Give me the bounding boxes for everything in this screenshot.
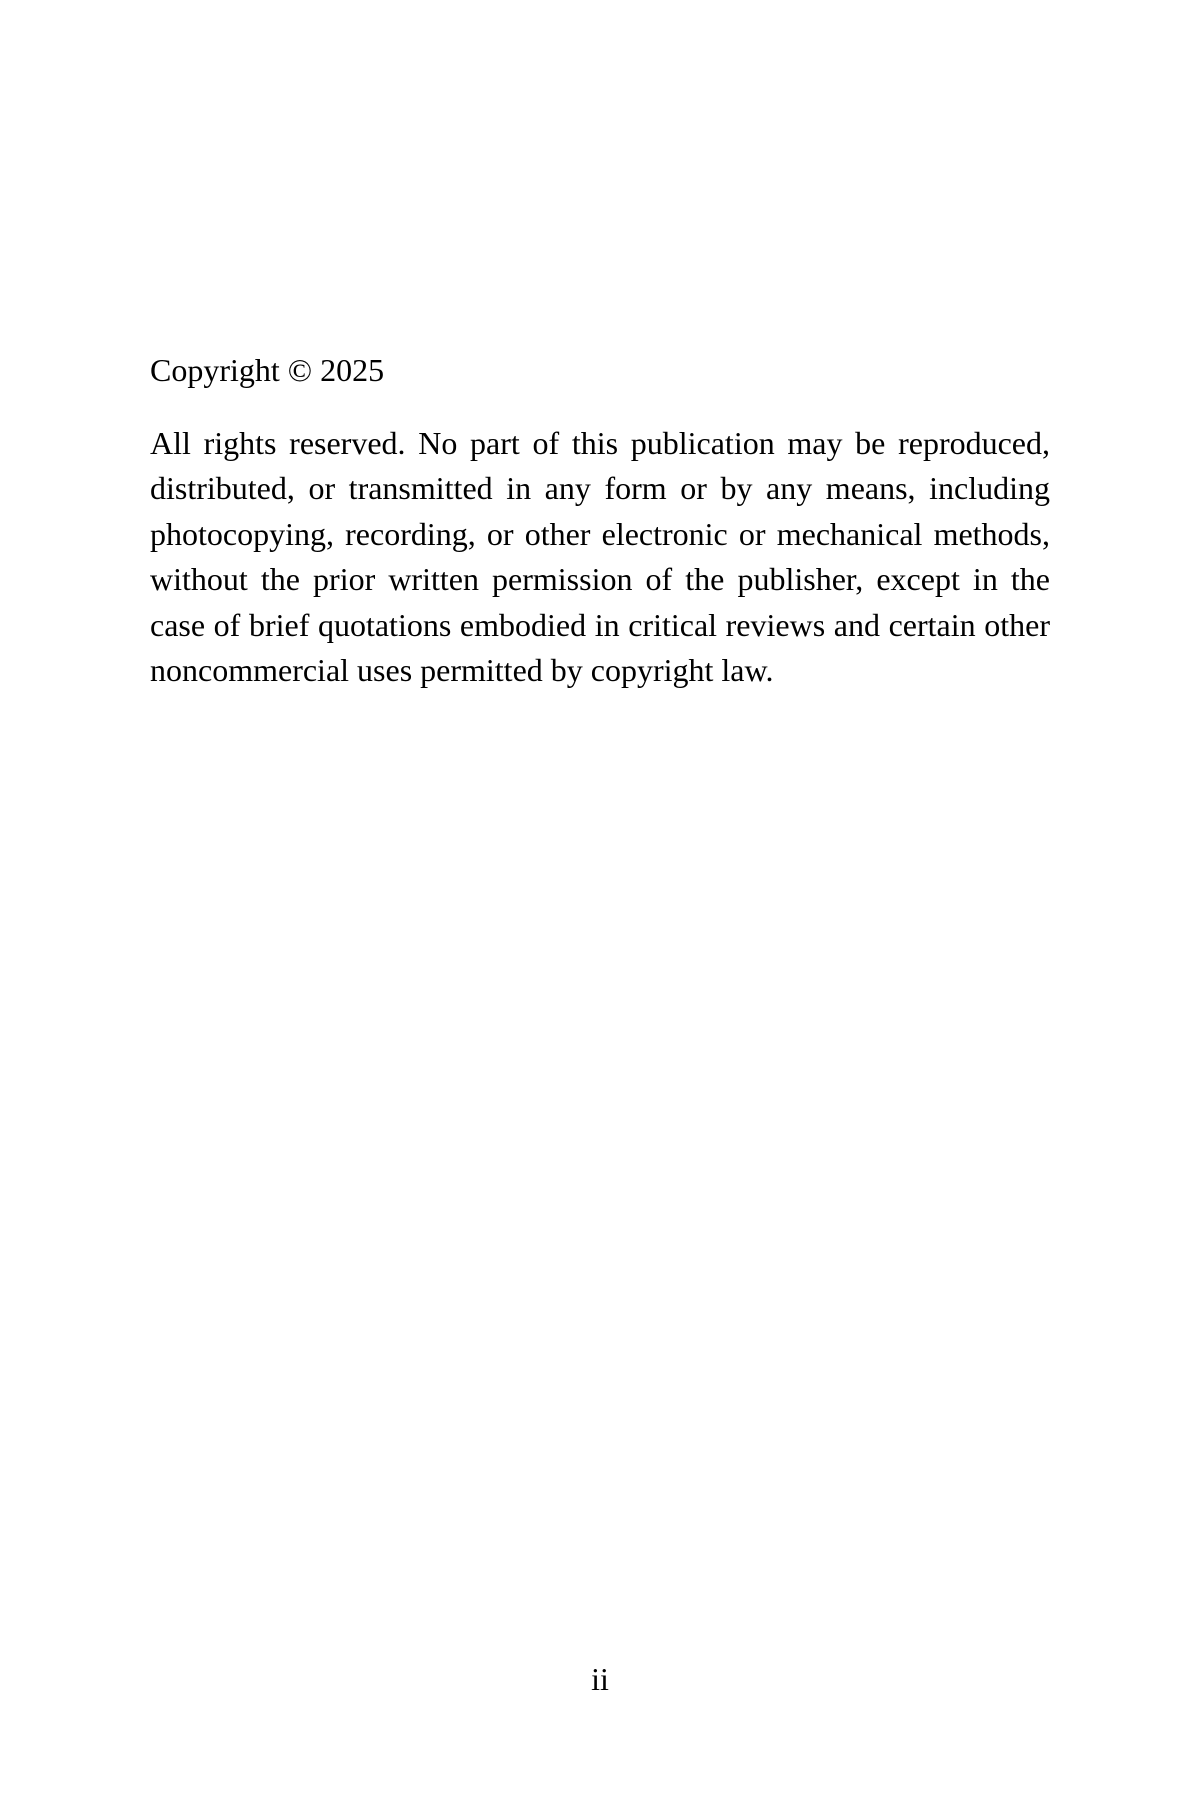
paragraph-line: photocopying, recording, or other electronic or mechanical methods, xyxy=(150,515,1050,552)
page-number: ii xyxy=(591,1661,609,1697)
rights-paragraph xyxy=(150,421,1050,693)
copyright-notice: Copyright © 2025 xyxy=(150,352,385,388)
paragraph-line: distributed, or transmitted in any form or by any means, including xyxy=(150,470,1050,507)
paragraph-line: case of brief quotations embodied in critical reviews and certain other xyxy=(150,606,1050,643)
paragraph-line-last: noncommercial uses permitted by copyright law. xyxy=(150,652,774,689)
paragraph-line: All rights reserved. No part of this publication may be reproduced, xyxy=(150,425,1050,461)
paragraph-line: without the prior written permission of the publisher, except in the xyxy=(150,561,1050,598)
